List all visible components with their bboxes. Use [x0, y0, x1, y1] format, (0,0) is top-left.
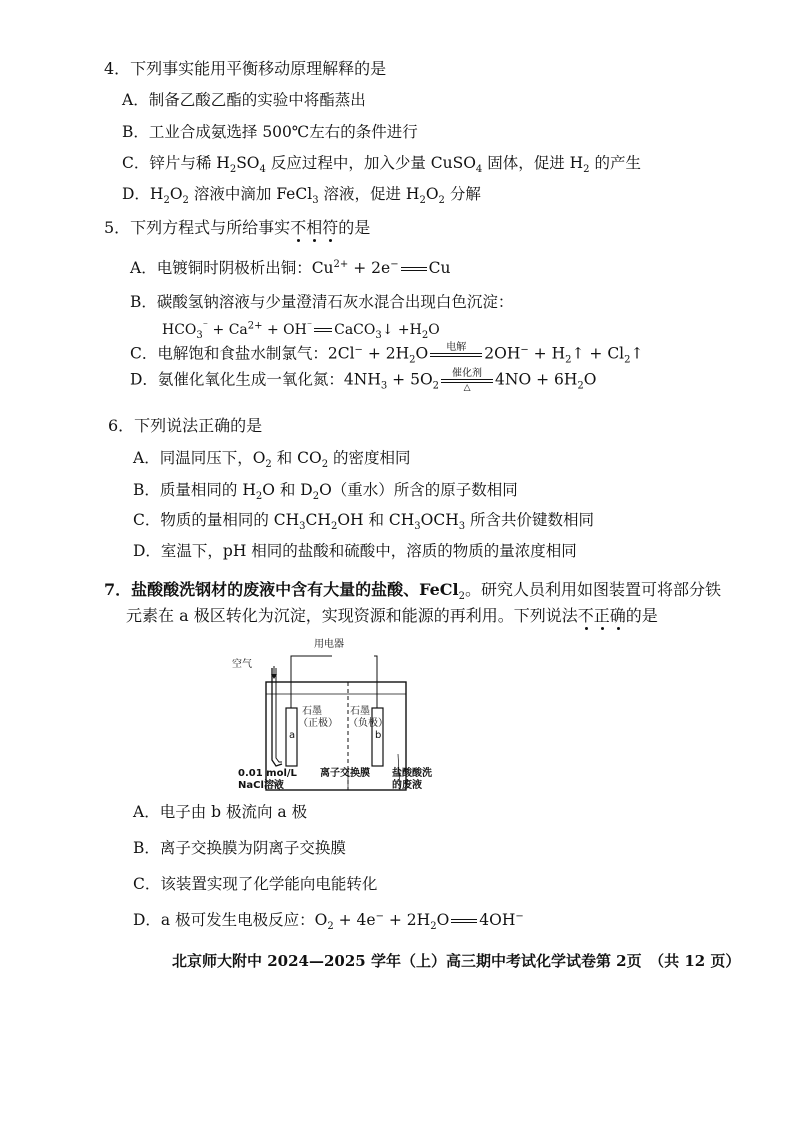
- right-electrode-label-1: 石墨: [350, 706, 370, 717]
- left-electrode-label-1: 石墨: [302, 706, 322, 717]
- nacl-label-2: NaCl溶液: [238, 780, 284, 791]
- air-label: 空气: [232, 659, 252, 670]
- q5-option-b: B．碳酸氢钠溶液与少量澄清石灰水混合出现白色沉淀：: [130, 293, 514, 311]
- waste-label-1: 盐酸酸洗: [392, 768, 432, 779]
- q6-stem: 6．下列说法正确的是: [108, 416, 263, 435]
- right-electrode-label-2: （负极）: [348, 718, 388, 729]
- q4-stem: 4．下列事实能用平衡移动原理解释的是: [104, 59, 387, 78]
- q7-stem-line2: 元素在 a 极区转化为沉淀，实现资源和能源的再利用。下列说法不正确的是: [126, 606, 658, 625]
- q6-option-a: A．同温同压下，$O_2$ 和 $CO_2$ 的密度相同: [133, 449, 411, 471]
- q7-option-c: C．该装置实现了化学能向电能转化: [133, 875, 378, 893]
- electrolysis-diagram: [232, 638, 432, 798]
- q7-option-d: D．a 极可发生电极反应：$O_2 + 4e^- + 2H_2O$ 4OH−: [133, 910, 524, 933]
- q4-option-a: A．制备乙酸乙酯的实验中将酯蒸出: [122, 91, 366, 109]
- q5-option-c: C．电解饱和食盐水制氯气：$2Cl^- + 2H_2O$ 电解 $2OH^- + H_2↑$ + $Cl_2↑$: [130, 342, 644, 366]
- q7-option-b: B．离子交换膜为阴离子交换膜: [133, 839, 346, 857]
- q4-option-b: B．工业合成氨选择 500℃左右的条件进行: [122, 123, 418, 141]
- left-electrode-label-2: （正极）: [298, 718, 338, 729]
- q7-option-a: A．电子由 b 极流向 a 极: [133, 803, 308, 821]
- q4-option-c: C．锌片与稀 $H_2SO_4$ 反应过程中，加入少量 CuSO$_4$ 固体，促进 $H_2$ 的产生: [122, 154, 641, 176]
- waste-label-2: 的废液: [392, 780, 422, 791]
- q4-option-d: D．$H_2O_2$ 溶液中滴加 FeCl$_3$ 溶液，促进 $H_2O_2$ 分解: [122, 185, 481, 207]
- page-footer: 北京师大附中 2024—2025 学年（上）高三期中考试化学试卷第 2页 （共 12 页）: [172, 952, 741, 970]
- q5-option-d: D．氨催化氧化生成一氧化氮：$4NH_3 + 5O_2$ 催化剂 △ $4NO + 6H_2O$: [130, 368, 597, 393]
- q7-stem-line1: 7．盐酸酸洗钢材的废液中含有大量的盐酸、FeCl$_2$。研究人员利用如图装置可将部分铁: [104, 580, 722, 603]
- q5-option-a: A．电镀铜时阴极析出铜：$Cu^{2+} + 2e^-$ Cu: [130, 258, 451, 277]
- q5-stem: 5．下列方程式与所给事实不相符的是: [104, 218, 371, 237]
- appliance-label: 用电器: [314, 639, 344, 650]
- q6-option-c: C．物质的量相同的 $CH_3CH_2OH$ 和 $CH_3OCH_3$ 所含共价键数相同: [133, 511, 595, 533]
- q5-option-b-equation: $HCO_3^{^-} + Ca^{2+} + OH^{^-}$ CaCO$_3$↓ $+H_2O$: [162, 320, 440, 341]
- membrane-label: 离子交换膜: [320, 768, 370, 779]
- electrode-b-label: b: [375, 730, 382, 741]
- q6-option-b: B．质量相同的 $H_2O$ 和 $D_2O$（重水）所含的原子数相同: [133, 481, 518, 503]
- q6-option-d: D．室温下，pH 相同的盐酸和硫酸中，溶质的物质的量浓度相同: [133, 542, 577, 560]
- nacl-label-1: 0.01 mol/L: [238, 768, 297, 779]
- electrode-a-label: a: [289, 730, 296, 741]
